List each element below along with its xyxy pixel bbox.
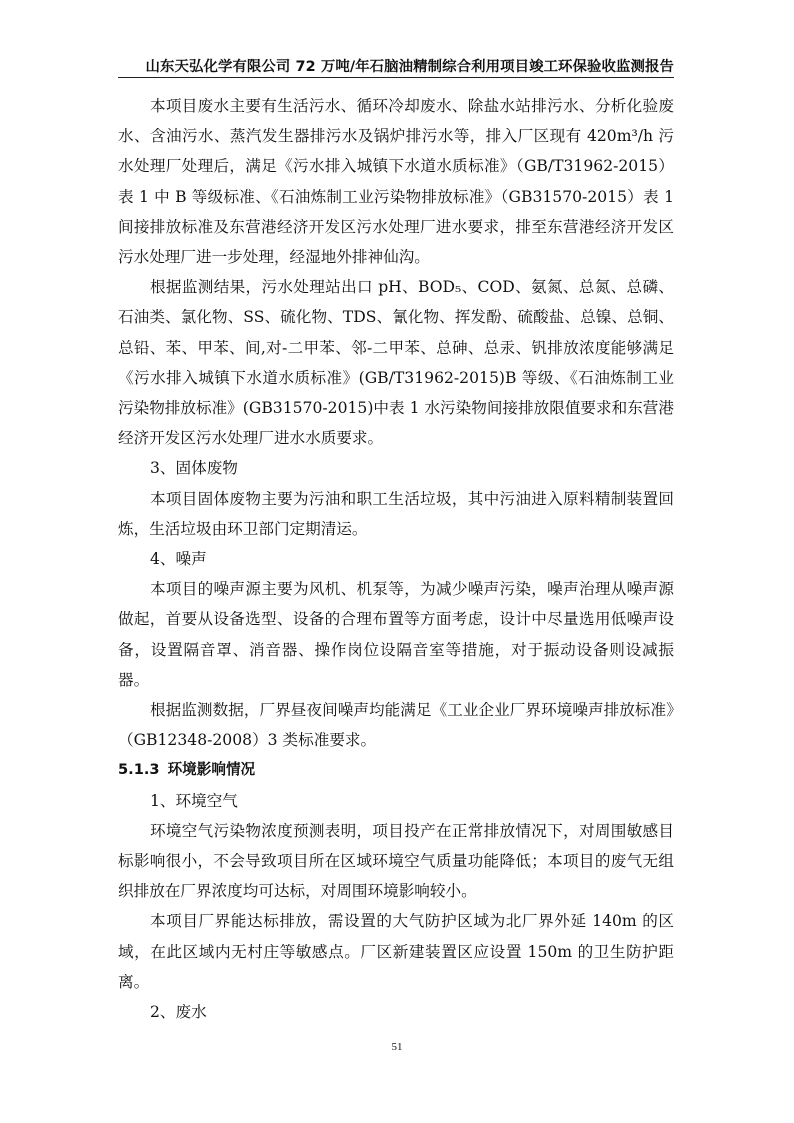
heading-ambient-air: 1、环境空气 — [150, 791, 238, 810]
page-header — [118, 53, 674, 78]
paragraph-protection-distance: 本项目厂界能达标排放，需设置的大气防护区域为北厂界外延 140m 的区域，在此区域内无村庄等敏感点。厂区新建装置区应设置 150m 的卫生防护距离。 — [118, 912, 674, 991]
page-body — [118, 91, 674, 1027]
paragraph-air-prediction: 环境空气污染物浓度预测表明，项目投产在正常排放情况下，对周围敏感目标影响很小，不会导致项目所在区域环境空气质量功能降低；本项目的废气无组织排放在厂界浓度均可达标，对周围环境影响较小。 — [118, 821, 674, 901]
section-number: 5.1.3 — [118, 761, 160, 779]
heading-solid-waste: 3、固体废物 — [150, 459, 238, 478]
paragraph-wastewater-sources: 本项目废水主要有生活污水、循环冷却废水、除盐水站排污水、分析化验废水、含油污水、蒸汽发生器排污水及锅炉排污水等，排入厂区现有 420m³/h 污水处理厂处理后，满足《污水排入城镇下水道水质标准》（GB/T31962-2015）表 1 中 B 等级标准、《石油炼制工业污染物排放标准》（GB31570-2015）表 1 间接排放标准及东营港经济开发区污水处理厂进水要求，排至东营港经济开发区污水处理厂进一步处理，经湿地外排神仙沟。 — [118, 97, 674, 267]
paragraph-wastewater-results: 根据监测结果，污水处理站出口 pH、BOD₅、COD、氨氮、总氮、总磷、石油类、氯化物、SS、硫化物、TDS、氰化物、挥发酚、硫酸盐、总镍、总铜、总铅、苯、甲苯、间,对-二甲苯、邻-二甲苯、总砷、总汞、钒排放浓度能够满足《污水排入城镇下水道水质标准》(GB/T31962-2015)B 等级、《石油炼制工业污染物排放标准》(GB31570-2015)中表 1 水污染物间接排放限值要求和东营港经济开发区污水处理厂进水水质要求。 — [118, 278, 674, 448]
report-title: 山东天弘化学有限公司 72 万吨/年石脑油精制综合利用项目竣工环保验收监测报告 — [145, 59, 674, 75]
paragraph-noise-results: 根据监测数据，厂界昼夜间噪声均能满足《工业企业厂界环境噪声排放标准》（GB12348-2008）3 类标准要求。 — [118, 701, 674, 750]
section-title: 环境影响情况 — [167, 761, 256, 779]
paragraph-noise-sources: 本项目的噪声源主要为风机、机泵等，为减少噪声污染，噪声治理从噪声源做起，首要从设备选型、设备的合理布置等方面考虑，设计中尽量选用低噪声设备，设置隔音罩、消音器、操作岗位设隔音室等措施，对于振动设备则设减振器。 — [118, 580, 674, 689]
section-heading — [118, 755, 674, 785]
heading-wastewater: 2、废水 — [150, 1003, 207, 1022]
paragraph-solid-waste: 本项目固体废物主要为污油和职工生活垃圾，其中污油进入原料精制装置回炼，生活垃圾由环卫部门定期清运。 — [118, 489, 674, 538]
heading-noise: 4、噪声 — [150, 550, 207, 569]
page-number: 51 — [391, 1041, 403, 1053]
